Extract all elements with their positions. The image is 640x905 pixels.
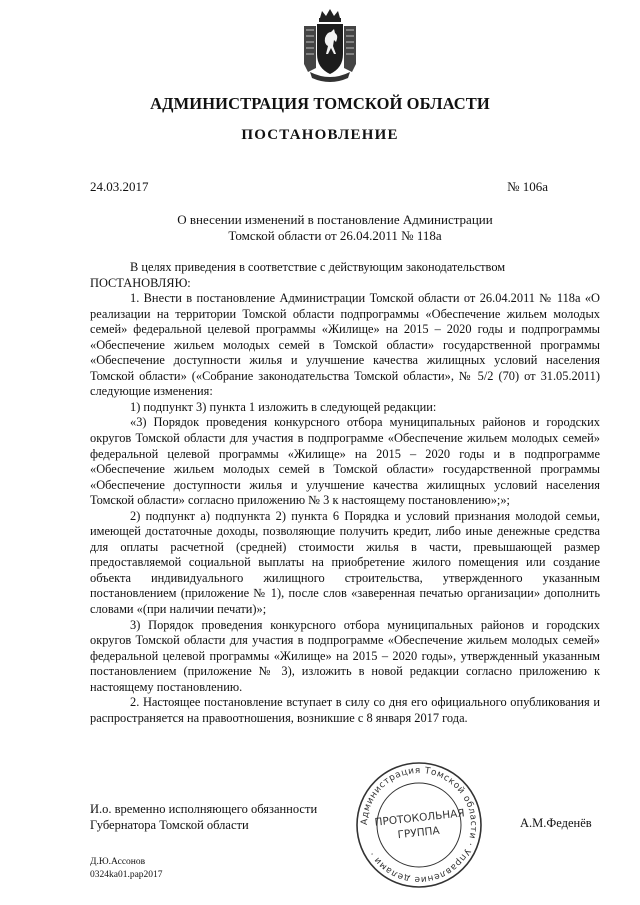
signatory-name: А.М.Феденёв — [520, 816, 592, 830]
preamble-paragraph: В целях приведения в соответствие с действующим законодательством — [130, 260, 506, 274]
document-number: № 106а — [507, 179, 548, 194]
organization-title: АДМИНИСТРАЦИЯ ТОМСКОЙ ОБЛАСТИ — [150, 94, 490, 113]
document-subject — [150, 212, 520, 244]
subject-line-2: Томской области от 26.04.2011 № 118а — [228, 228, 442, 243]
document-body — [90, 260, 600, 726]
official-round-stamp — [352, 758, 486, 892]
subitem-1-paragraph: 1) подпункт 3) пункта 1 изложить в следующей редакции: — [130, 399, 437, 414]
document-type-heading: ПОСТАНОВЛЕНИЕ — [241, 127, 399, 143]
footer-file-name: 0324ka01.pap2017 — [90, 870, 163, 880]
signatory-position-line-2: Губернатора Томской области — [90, 818, 249, 832]
signatory-position-line-1: И.о. временно исполняющего обязанности — [90, 802, 318, 816]
signatory-position — [90, 801, 317, 833]
item-2-paragraph: 2. Настоящее постановление вступает в силу со дня его официального опубликования и распространяется на правоотношения, возникшие с 8 января 2017 года. — [90, 695, 600, 725]
subitem-3-paragraph: 3) Порядок проведения конкурсного отбора муниципальных районов и городских округов Томской области для участия в подпрограмме «Обеспечение жильем молодых семей» федеральной целевой программы «Жилище» на 2015 – 2020 годы», утвержденный указанным постановлением (приложение № 3), изложить в новой редакции согласно приложению к настоящему постановлению. — [90, 617, 600, 694]
subject-line-1: О внесении изменений в постановление Администрации — [177, 212, 493, 227]
resolve-word: ПОСТАНОВЛЯЮ: — [90, 275, 191, 290]
footer-author: Д.Ю.Ассонов — [90, 857, 146, 867]
subitem-1-quote-paragraph: «3) Порядок проведения конкурсного отбора муниципальных районов и городских округов Томской области для участия в подпрограмме «Обеспечение жильем молодых семей» федеральной целевой программы «Жилище» на 2015 – 2020 годы и в подпрограмме «Обеспечение жильем молодых семей в Томской области» государственной программы «Обеспечение доступности жилья и улучшение качества жилищных условий населения Томской области» согласно приложению № 3 к настоящему постановлению»;»; — [90, 415, 600, 508]
subitem-2-paragraph: 2) подпункт а) подпункта 2) пункта 6 Порядка и условий признания молодой семьи, имеющей достаточные доходы, позволяющие получить кредит, либо иные денежные средства для оплаты расчетной (средней) стоимости жилья в части, превышающей размер предоставляемой социальной выплаты на приобретение жилого помещения или создание объекта индивидуального жилищного строительства, утвержденного указанным постановлением (приложение № 1), после слов «заверенная печатью организации» дополнить словами «(при наличии печати)»; — [90, 508, 600, 617]
coat-of-arms-emblem — [298, 8, 362, 82]
stamp-center-line-2: ГРУППА — [397, 824, 441, 842]
document-date: 24.03.2017 — [90, 179, 149, 194]
stamp-center-line-1: ПРОТОКОЛЬНАЯ — [374, 807, 466, 829]
document-footer — [90, 856, 163, 882]
stamp-ring-text: Администрация Томской области · Управление делами · — [359, 765, 479, 885]
item-1-paragraph: 1. Внести в постановление Администрации Томской области от 26.04.2011 № 118а «О реализации на территории Томской области подпрограммы «Обеспечение жильем молодых семей» федеральной целевой программы «Жилище» на 2015 – 2020 годы и подпрограммы «Обеспечение жильем молодых семей в Томской области» государственной программы «Обеспечение доступности жилья и улучшение качества жилищных условий населения Томской области» («Собрание законодательства Томской области», № 5/2 (70) от 31.05.2011) следующие изменения: — [90, 291, 600, 399]
